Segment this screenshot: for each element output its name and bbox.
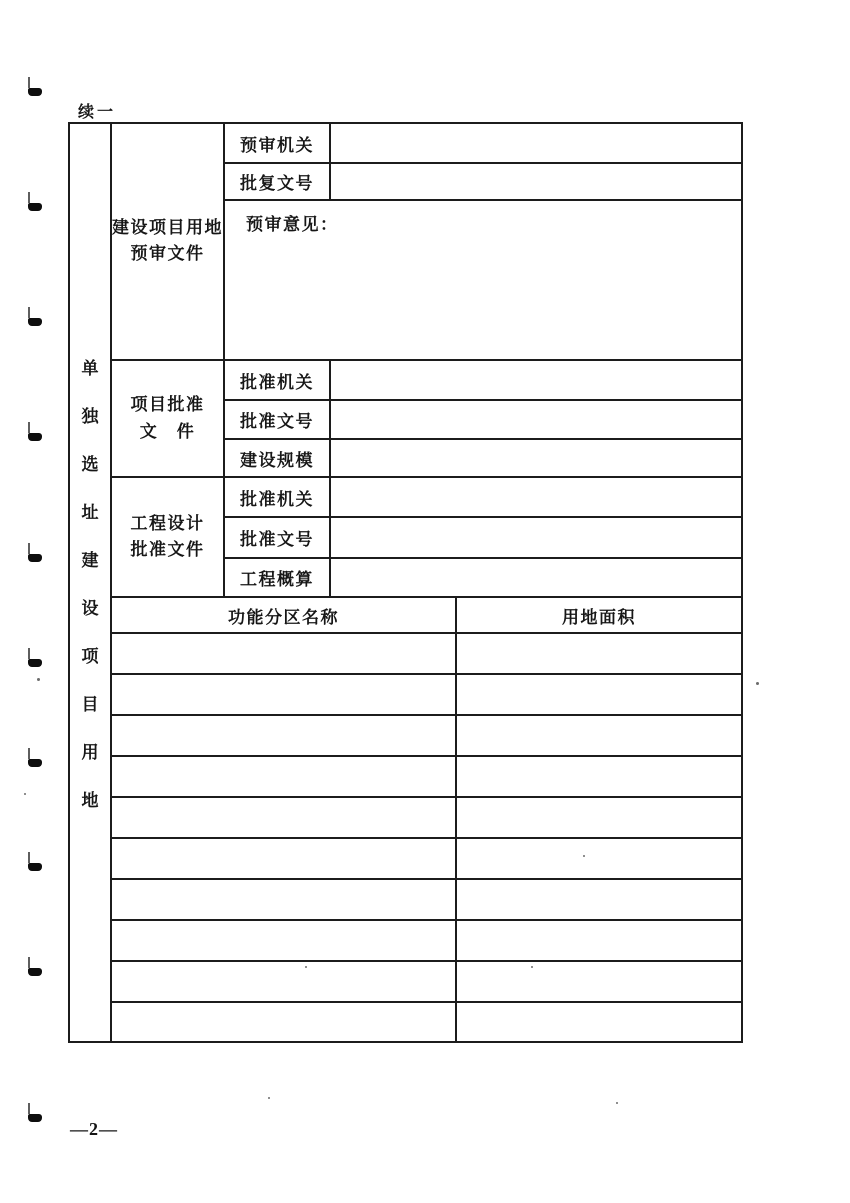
field-label-approval-doc-number: 批准文号 xyxy=(240,412,314,431)
row-group-char: 建 xyxy=(81,550,99,570)
page-number: —2— xyxy=(70,1119,118,1139)
field-value-construction-scale xyxy=(331,440,741,476)
zone-row-separator xyxy=(110,878,741,880)
field-label-reply-doc-number: 批复文号 xyxy=(240,174,314,193)
grid-line-h-zone-header xyxy=(110,632,741,634)
section-label-line: 工程设计 xyxy=(130,513,205,533)
zone-row-separator xyxy=(110,714,741,716)
section-label-line: 建设项目用地 xyxy=(112,217,223,237)
row-group-char: 单 xyxy=(81,358,99,378)
row-group-char: 项 xyxy=(81,646,99,666)
binder-hole-mark xyxy=(28,433,42,441)
binder-hole-mark xyxy=(28,1114,42,1122)
scan-speck xyxy=(616,1102,618,1104)
field-label-project-budget: 工程概算 xyxy=(240,570,314,589)
scan-speck xyxy=(24,793,26,795)
zone-row-separator xyxy=(110,673,741,675)
field-value-project-budget xyxy=(331,559,741,596)
row-group-char: 地 xyxy=(81,790,99,810)
binder-hole-mark xyxy=(28,88,42,96)
binder-hole-mark xyxy=(28,203,42,211)
grid-line-h-bottom xyxy=(68,1041,743,1043)
field-value-reply-doc-number xyxy=(331,164,741,199)
row-group-char: 址 xyxy=(81,502,99,522)
zone-row-separator xyxy=(110,919,741,921)
scan-speck xyxy=(756,682,759,685)
zone-header-land-area: 用地面积 xyxy=(562,607,636,627)
binder-hole-mark xyxy=(28,759,42,767)
field-label-approval-authority: 批准机关 xyxy=(240,372,314,392)
row-group-char: 设 xyxy=(81,598,99,618)
grid-line-v-right xyxy=(741,122,743,1043)
grid-line-v-zone xyxy=(455,596,457,1043)
section-label-line: 文 件 xyxy=(139,421,196,441)
binder-hole-mark xyxy=(28,554,42,562)
section-label-line: 预审文件 xyxy=(130,244,205,263)
row-group-label xyxy=(70,123,110,1041)
section-label-line: 项目批准 xyxy=(130,395,205,415)
field-label-approval-doc-number-2: 批准文号 xyxy=(240,530,314,549)
field-value-review-authority xyxy=(331,124,741,162)
field-value-approval-authority-2 xyxy=(331,478,741,516)
zone-header-function-zone-name: 功能分区名称 xyxy=(228,607,339,627)
section-label-engineering-design-approval-docs xyxy=(112,478,223,596)
scan-speck xyxy=(531,966,533,968)
section-label-preliminary-review-docs xyxy=(112,123,223,359)
field-label-approval-authority-2: 批准机关 xyxy=(240,489,314,509)
zone-row-separator xyxy=(110,796,741,798)
scan-speck xyxy=(583,855,585,857)
field-value-approval-doc-number-2 xyxy=(331,518,741,557)
scan-speck xyxy=(305,966,307,968)
binder-hole-mark xyxy=(28,968,42,976)
remark-cell-review-opinion xyxy=(225,201,741,359)
zone-row-separator xyxy=(110,755,741,757)
scan-speck xyxy=(37,678,40,681)
zone-row-separator xyxy=(110,960,741,962)
section-label-line: 批准文件 xyxy=(130,540,205,559)
scan-speck xyxy=(268,1097,270,1099)
row-group-char: 选 xyxy=(81,454,99,474)
continuation-label: 续一 xyxy=(78,104,117,121)
row-group-char: 用 xyxy=(81,742,99,762)
section-label-project-approval-docs xyxy=(112,361,223,476)
field-value-approval-doc-number xyxy=(331,401,741,438)
row-group-char: 独 xyxy=(81,406,99,426)
zone-row-separator xyxy=(110,1001,741,1003)
remark-label: 预审意见： xyxy=(246,215,339,234)
field-label-construction-scale: 建设规模 xyxy=(240,450,314,470)
binder-hole-mark xyxy=(28,659,42,667)
field-value-approval-authority xyxy=(331,361,741,399)
field-label-review-authority: 预审机关 xyxy=(240,135,314,155)
binder-hole-mark xyxy=(28,863,42,871)
row-group-char: 目 xyxy=(81,694,99,714)
binder-hole-mark xyxy=(28,318,42,326)
zone-row-separator xyxy=(110,837,741,839)
